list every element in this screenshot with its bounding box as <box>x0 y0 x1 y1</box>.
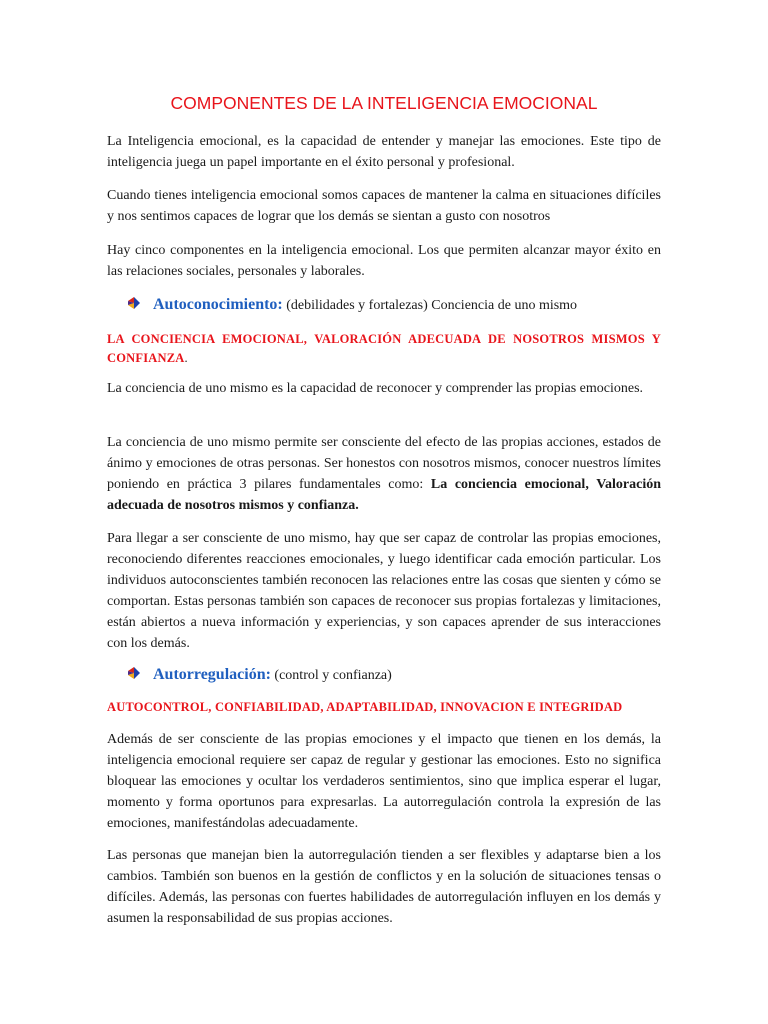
section-2-paragraph-2: Las personas que manejan bien la autorregulación tienden a ser flexibles y adaptarse bien a los cambios. También son buenos en la gestión de conflictos y en la solución de situaciones tensas o difíciles. Además, las personas con fuertes habilidades de autorregulación influyen en los demás y asumen la responsabilidad de sus propias acciones. <box>107 848 661 926</box>
section-term: Autorregulación: <box>153 666 271 683</box>
section-subtitle: (debilidades y fortalezas) Conciencia de uno mismo <box>282 298 578 313</box>
arrow-bullet-icon <box>127 666 141 680</box>
document-title: COMPONENTES DE LA INTELIGENCIA EMOCIONAL <box>170 93 598 113</box>
intro-paragraph-1: La Inteligencia emocional, es la capacidad de entender y manejar las emociones. Este tipo de inteligencia juega un papel importante en el éxito personal y profesional. <box>107 134 661 170</box>
section-term: Autoconocimiento: <box>153 296 283 313</box>
section-1-paragraph-1: La conciencia de uno mismo es la capacidad de reconocer y comprender las propias emociones. <box>107 381 644 396</box>
section-1-paragraph-3: Para llegar a ser consciente de uno mismo, hay que ser capaz de controlar las propias emociones, reconociendo diferentes reacciones emocionales, y luego identificar cada emoción particular. Los individuos autoconscientes también reconocen las relaciones entre las cosas que sienten y cómo se comportan. Estas personas también son capaces de reconocer sus propias fortalezas y limitaciones, están abiertos a nueva información y experiencias, y son capaces aprender de sus interacciones con los demás. <box>107 531 661 651</box>
paragraph-bold-text: La conciencia emocional, Valoración adecuada de nosotros mismos y confianza. <box>107 477 662 513</box>
arrow-bullet-icon <box>127 296 141 310</box>
section-2-paragraph-1: Además de ser consciente de las propias emociones y el impacto que tienen en los demás, la inteligencia emocional requiere ser capaz de regular y gestionar las emociones. Esto no significa bloquear las emociones y ocultar los verdaderos sentimientos, sino que implica esperar el lugar, momento y forma oportunos para expresarlas. La autorregulación controla la expresión de las emociones, manifestándolas adecuadamente. <box>107 732 661 831</box>
paragraph-text: La conciencia de uno mismo permite ser consciente del efecto de las propias acciones, estados de ánimo y emociones de otras personas. Ser honestos con nosotros mismos, conocer nuestros límites poniendo en práctica 3 pilares fundamentales como: <box>107 435 661 492</box>
intro-paragraph-2: Cuando tienes inteligencia emocional somos capaces de mantener la calma en situaciones difíciles y nos sentimos capaces de lograr que los demás se sientan a gusto con nosotros <box>107 188 661 224</box>
section-1-caps-line <box>107 330 661 368</box>
caps-period: . <box>184 351 188 365</box>
caps-text: LA CONCIENCIA EMOCIONAL, VALORACIÓN ADECUADA DE NOSOTROS MISMOS Y CONFIANZA <box>107 332 661 365</box>
section-subtitle: (control y confianza) <box>270 668 392 683</box>
intro-paragraph-3: Hay cinco componentes en la inteligencia emocional. Los que permiten alcanzar mayor éxito en las relaciones sociales, personales y laborales. <box>107 243 661 279</box>
section-1-paragraph-2 <box>107 432 661 516</box>
section-2-caps-line: AUTOCONTROL, CONFIABILIDAD, ADAPTABILIDAD, INNOVACION E INTEGRIDAD <box>107 700 623 714</box>
section-heading-autorregulacion <box>127 665 392 686</box>
section-heading-autoconocimiento <box>127 295 577 316</box>
